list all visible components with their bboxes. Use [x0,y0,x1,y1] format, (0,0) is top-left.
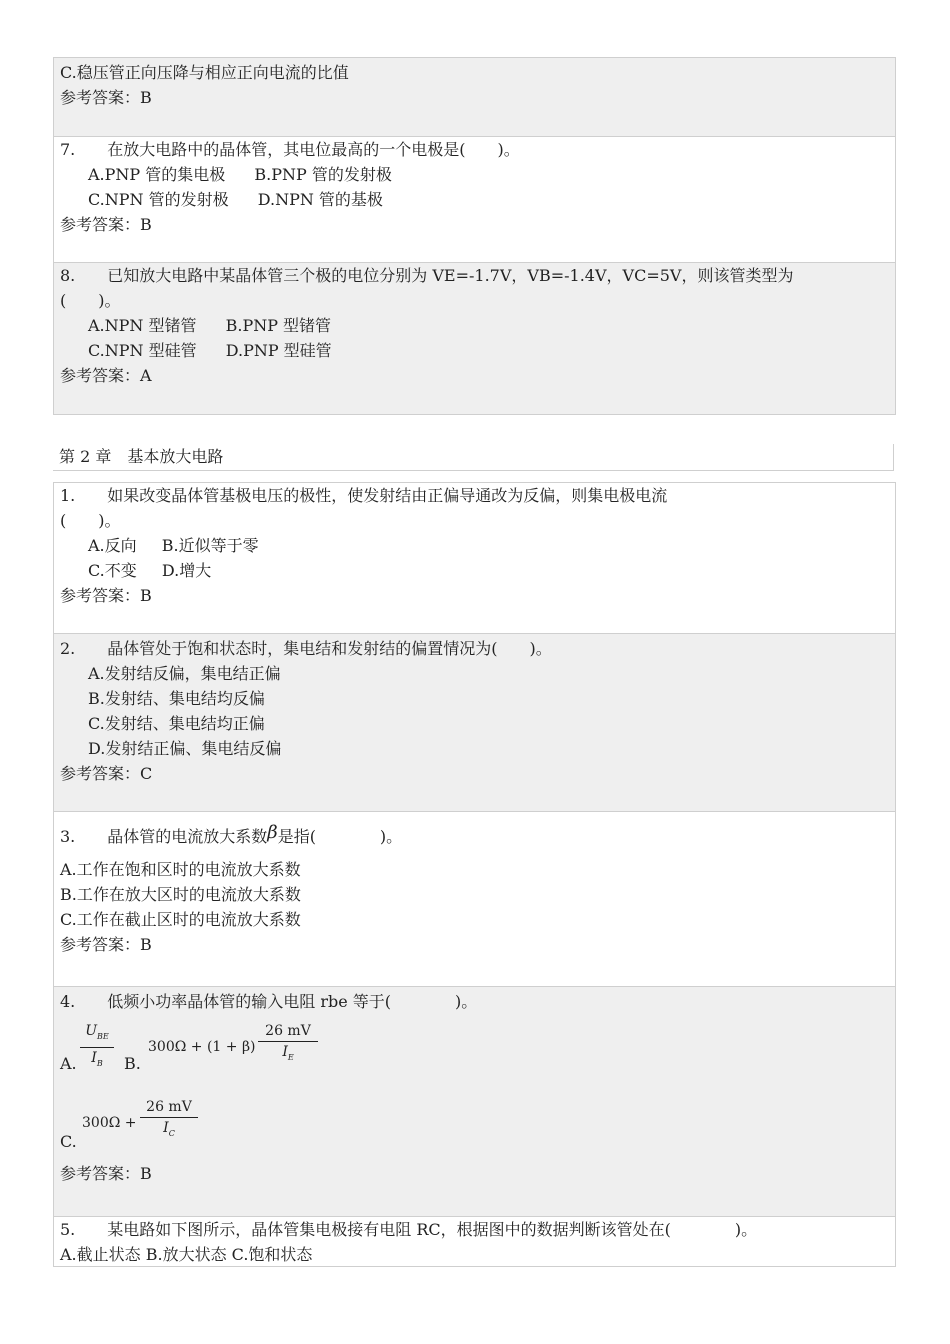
question-stem: 8. 已知放大电路中某晶体管三个极的电位分别为 VE=-1.7V，VB=-1.4V，VC=5V，则该管类型为 [60,266,794,285]
option-c: C.不变 [88,561,137,580]
option-b: B.工作在放大区时的电流放大系数 [60,885,301,904]
option-c: C.稳压管正向压降与相应正向电流的比值 [60,63,349,82]
question-stem [60,824,889,849]
formula-b-num: 26 mV [258,1021,318,1042]
option-a: A.发射结反偏，集电结正偏 [88,664,281,683]
option-c: C.NPN 管的发射极 [88,190,229,209]
formula-a-num: U [85,1023,98,1039]
question-stem: 2. 晶体管处于饱和状态时，集电结和发射结的偏置情况为( )。 [60,639,552,658]
option-c: C.NPN 型硅管 [88,341,197,360]
question-block-c2-3 [53,811,896,987]
question-block-c2-2 [53,633,896,812]
question-block-c2-5 [53,1216,896,1267]
question-block-c2-4 [53,986,896,1217]
answer: 参考答案：B [60,586,152,605]
chapter-heading: 第 2 章 基本放大电路 [53,444,894,471]
formula-b-den: I [282,1044,288,1060]
formula-c-den: I [163,1120,169,1136]
formula-a [80,1021,114,1074]
options-row [60,533,889,558]
formula-row-c [60,1095,360,1151]
option-c: C.发射结、集电结均正偏 [88,714,265,733]
option-b: B.PNP 型锗管 [225,316,332,335]
option-d: D.增大 [161,561,212,580]
question-stem: 7. 在放大电路中的晶体管，其电位最高的一个电极是( )。 [60,140,520,159]
stem-text: 3. 晶体管的电流放大系数 [60,827,268,846]
question-block-8 [53,262,896,415]
formula-a-den: I [91,1049,97,1066]
question-block-prev [53,57,896,137]
answer: 参考答案：B [60,935,152,954]
formula-row-ab [60,1021,460,1071]
options-row [60,313,889,338]
answer: 参考答案：C [60,764,153,783]
option-a: A.反向 [88,536,137,555]
options-row [60,187,889,212]
label-a: A. [60,1054,77,1073]
options-row [60,162,889,187]
question-block-c2-1 [53,482,896,634]
option-b: B.发射结、集电结均反偏 [88,689,265,708]
question-stem-cont: ( )。 [60,511,121,530]
answer: 参考答案：B [60,88,152,107]
label-b: B. [124,1054,141,1073]
option-d: D.发射结正偏、集电结反偏 [88,739,282,758]
option-a: A.工作在饱和区时的电流放大系数 [60,860,301,879]
option-a: A.NPN 型锗管 [88,316,197,335]
answer: 参考答案：A [60,366,152,385]
options-row [60,558,889,583]
question-stem: 1. 如果改变晶体管基极电压的极性，使发射结由正偏导通改为反偏，则集电极电流 [60,486,668,505]
label-c: C. [60,1132,77,1151]
option-d: D.PNP 型硅管 [225,341,332,360]
option-b: B.近似等于零 [161,536,259,555]
option-b: B.PNP 管的发射极 [254,165,392,184]
answer: 参考答案：B [60,215,152,234]
beta-symbol: β [267,822,278,843]
formula-c-num: 26 mV [140,1097,198,1118]
answer: 参考答案：B [60,1164,152,1183]
option-d: D.NPN 管的基极 [257,190,383,209]
options-row: A.截止状态 B.放大状态 C.饱和状态 [60,1245,313,1264]
formula-a-den-sub: B [96,1058,103,1068]
option-a: A.PNP 管的集电极 [88,165,226,184]
question-stem: 5. 某电路如下图所示，晶体管集电极接有电阻 RC，根据图中的数据判断该管处在( )。 [60,1220,758,1239]
option-c: C.工作在截止区时的电流放大系数 [60,910,301,929]
question-stem: 4. 低频小功率晶体管的输入电阻 rbe 等于( )。 [60,992,478,1011]
formula-c-den-sub: C [168,1128,175,1138]
formula-a-num-sub: BE [97,1031,109,1041]
stem-text: 是指( )。 [277,827,403,846]
question-block-7 [53,136,896,264]
formula-b-den-sub: E [287,1052,294,1062]
options-row [60,338,889,363]
question-stem-cont: ( )。 [60,291,121,310]
formula-c-prefix: 300Ω + [82,1115,137,1131]
formula-b-prefix: 300Ω + (1 + β) [148,1039,256,1055]
